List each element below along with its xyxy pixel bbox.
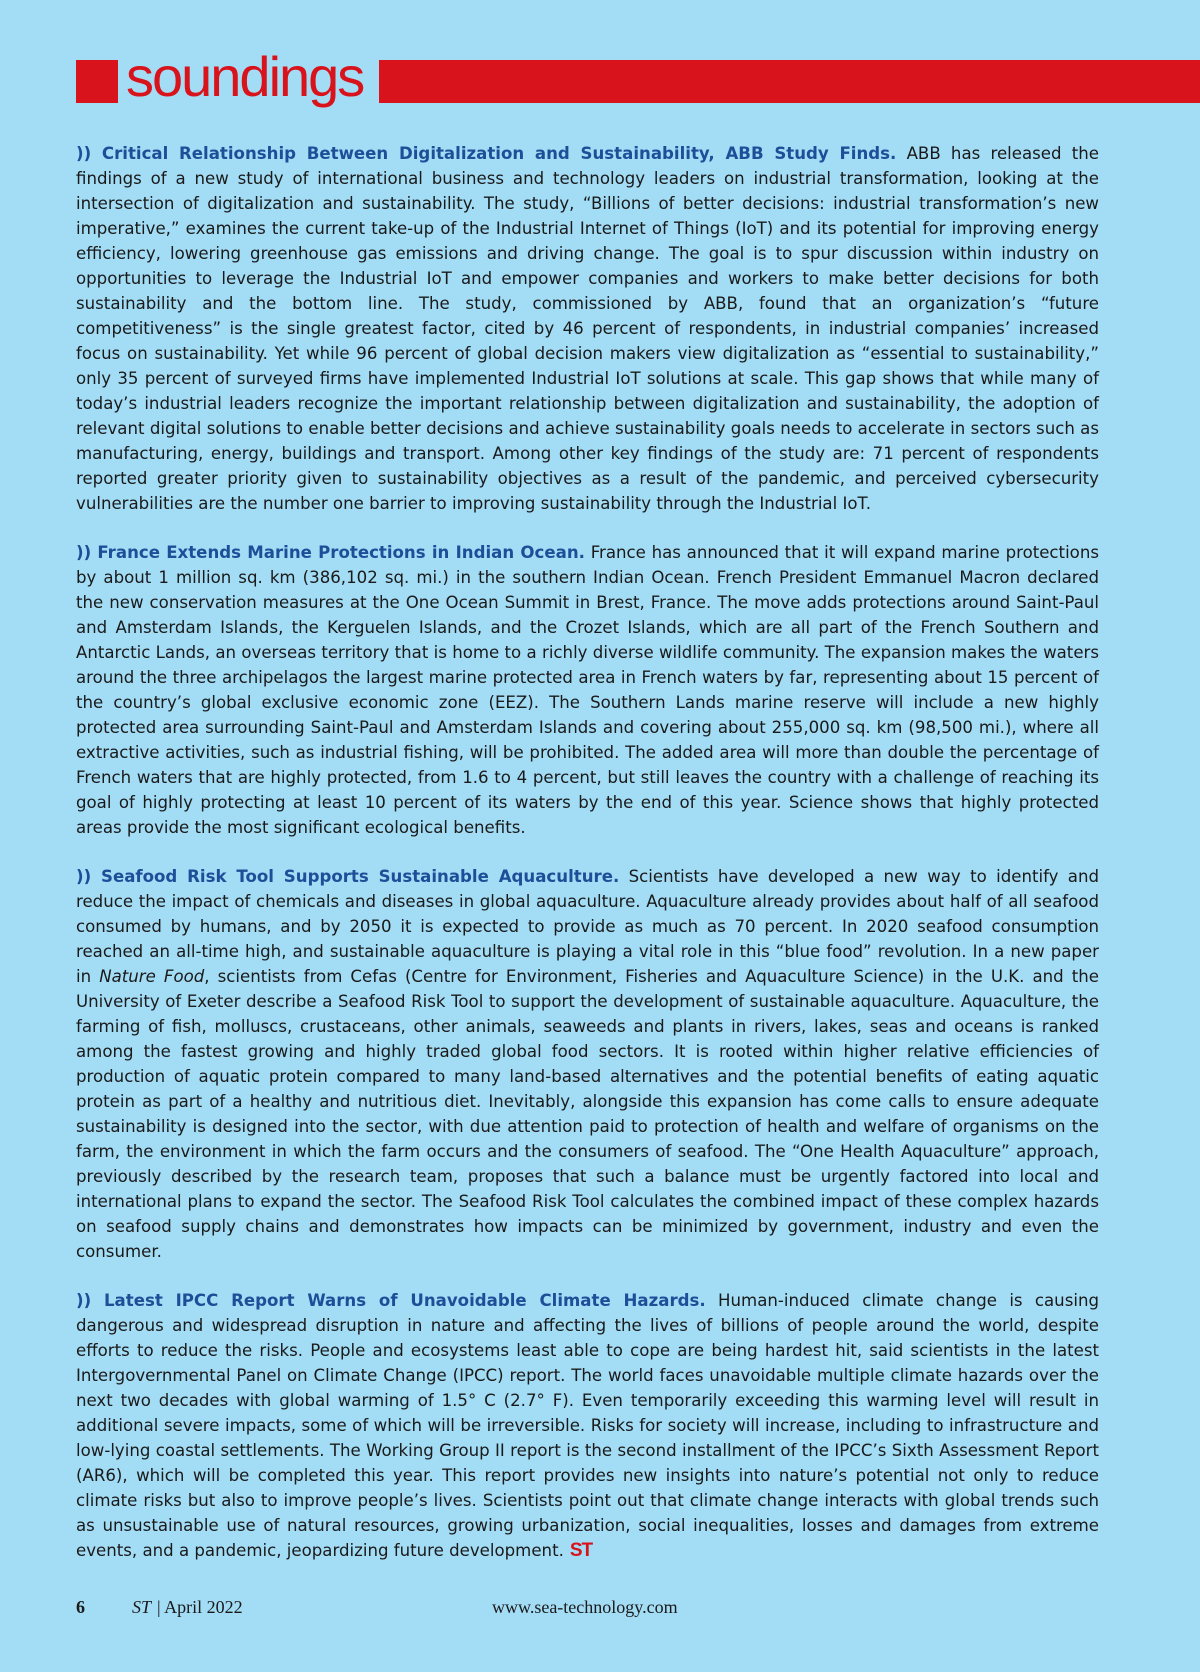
page-number: 6 <box>76 1597 85 1617</box>
st-end-mark-logo: ST <box>569 1540 593 1561</box>
article-headline: )) Seafood Risk Tool Supports Sustainable Aquaculture. <box>76 867 620 886</box>
article-body: ABB has released the findings of a new study of international business and technology leaders on industrial transformation, looking at the intersection of digitalization and sustainability. The study, “Billions of better decisions: industrial transformation’s new imperative,” examines the current take-up of the Industrial Internet of Things (IoT) and its potential for improving energy efficiency, lowering greenhouse gas emissions and driving change. The goal is to spur discussion within industry on opportunities to leverage the Industrial IoT and empower companies and workers to make better decisions for both sustainability and the bottom line. The study, commissioned by ABB, found that an organization’s “future competitiveness” is the single greatest factor, cited by 46 percent of respondents, in industrial companies’ increased focus on sustainability. Yet while 96 percent of global decision makers view digitalization as “essential to sustainability,” only 35 percent of surveyed firms have implemented Industrial IoT solutions at scale. This gap shows that while many of today’s industrial leaders recognize the important relationship between digitalization and sustainability, the adoption of relevant digital solutions to enable better decisions and achieve sustainability goals needs to accelerate in sectors such as manufacturing, energy, buildings and transport. Among other key findings of the study are: 71 percent of respondents reported greater priority given to sustainability objectives as a result of the pandemic, and perceived cybersecurity vulnerabilities are the number one barrier to improving sustainability through the Industrial IoT. <box>76 144 1099 513</box>
article-ipcc-report <box>76 1288 1099 1563</box>
article-headline: )) France Extends Marine Protections in Indian Ocean. <box>76 543 585 562</box>
article-body-continued: , scientists from Cefas (Centre for Environment, Fisheries and Aquaculture Science) in the U.K. and the University of Exeter describe a Seafood Risk Tool to support the development of sustainable aquaculture. Aquaculture, the farming of fish, molluscs, crustaceans, other animals, seaweeds and plants in rivers, lakes, seas and oceans is ranked among the fastest growing and highly traded global food sectors. It is rooted within higher relative efficiencies of production of aquatic protein compared to many land-based alternatives and the potential benefits of eating aquatic protein as part of a healthy and nutritious diet. Inevitably, alongside this expansion has come calls to ensure adequate sustainability is designed into the sector, with due attention paid to protection of health and welfare of organisms on the farm, the environment in which the farm occurs and the consumers of seafood. The “One Health Aquaculture” approach, previously described by the research team, proposes that such a balance must be urgently factored into local and international plans to expand the sector. The Seafood Risk Tool calculates the combined impact of these complex hazards on seafood supply chains and demonstrates how impacts can be minimized by government, industry and even the consumer. <box>76 967 1099 1261</box>
website-url: www.sea-technology.com <box>492 1597 678 1617</box>
page-footer <box>76 1597 1099 1623</box>
issue-date: | April 2022 <box>157 1597 243 1617</box>
article-body: Human-induced climate change is causing dangerous and widespread disruption in nature and affecting the lives of billions of people around the world, despite efforts to reduce the risks. People and ecosystems least able to cope are being hardest hit, said scientists in the latest Intergovernmental Panel on Climate Change (IPCC) report. The world faces unavoidable multiple climate hazards over the next two decades with global warming of 1.5° C (2.7° F). Even temporarily exceeding this warming level will result in additional severe impacts, some of which will be irreversible. Risks for society will increase, including to infrastructure and low-lying coastal settlements. The Working Group II report is the second installment of the IPCC’s Sixth Assessment Report (AR6), which will be completed this year. This report provides new insights into nature’s potential not only to reduce climate risks but also to improve people’s lives. Scientists point out that climate change interacts with global trends such as unsustainable use of natural resources, growing urbanization, social inequalities, losses and damages from extreme events, and a pandemic, jeopardizing future development. <box>76 1291 1099 1560</box>
publication-name: ST <box>132 1597 152 1617</box>
article-headline: )) Latest IPCC Report Warns of Unavoidable Climate Hazards. <box>76 1291 706 1310</box>
article-body: France has announced that it will expand marine protections by about 1 million sq. km (386,102 sq. mi.) in the southern Indian Ocean. French President Emmanuel Macron declared the new conservation measures at the One Ocean Summit in Brest, France. The move adds protections around Saint-Paul and Amsterdam Islands, the Kerguelen Islands, and the Crozet Islands, which are all part of the French Southern and Antarctic Lands, an overseas territory that is home to a richly diverse wildlife community. The expansion makes the waters around the three archipelagos the largest marine protected area in French waters by far, representing about 15 percent of the country’s global exclusive economic zone (EEZ). The Southern Lands marine reserve will include a new highly protected area surrounding Saint-Paul and Amsterdam Islands and covering about 255,000 sq. km (98,500 mi.), where all extractive activities, such as industrial fishing, will be prohibited. The added area will more than double the percentage of French waters that are highly protected, from 1.6 to 4 percent, but still leaves the country with a challenge of reaching its goal of highly protecting at least 10 percent of its waters by the end of this year. Science shows that highly protected areas provide the most significant ecological benefits. <box>76 543 1099 837</box>
journal-title: Nature Food <box>99 967 205 986</box>
header-square <box>76 60 118 103</box>
section-title: soundings <box>126 45 364 108</box>
article-body: Scientists have developed a new way to identify and reduce the impact of chemicals and diseases in global aquaculture. Aquaculture already provides about half of all seafood consumed by humans, and by 2050 it is expected to provide as much as 70 percent. In 2020 seafood consumption reached an all-time high, and sustainable aquaculture is playing a vital role in this “blue food” revolution. In a new paper in <box>76 867 1100 986</box>
article-seafood-risk <box>76 864 1099 1264</box>
article-abb-study <box>76 141 1099 516</box>
publication-info <box>132 1597 243 1618</box>
article-column <box>76 141 1099 1587</box>
section-header <box>0 45 1200 111</box>
article-headline: )) Critical Relationship Between Digitalization and Sustainability, ABB Study Finds. <box>76 144 897 163</box>
article-france-marine <box>76 540 1099 840</box>
header-bar <box>379 60 1200 103</box>
